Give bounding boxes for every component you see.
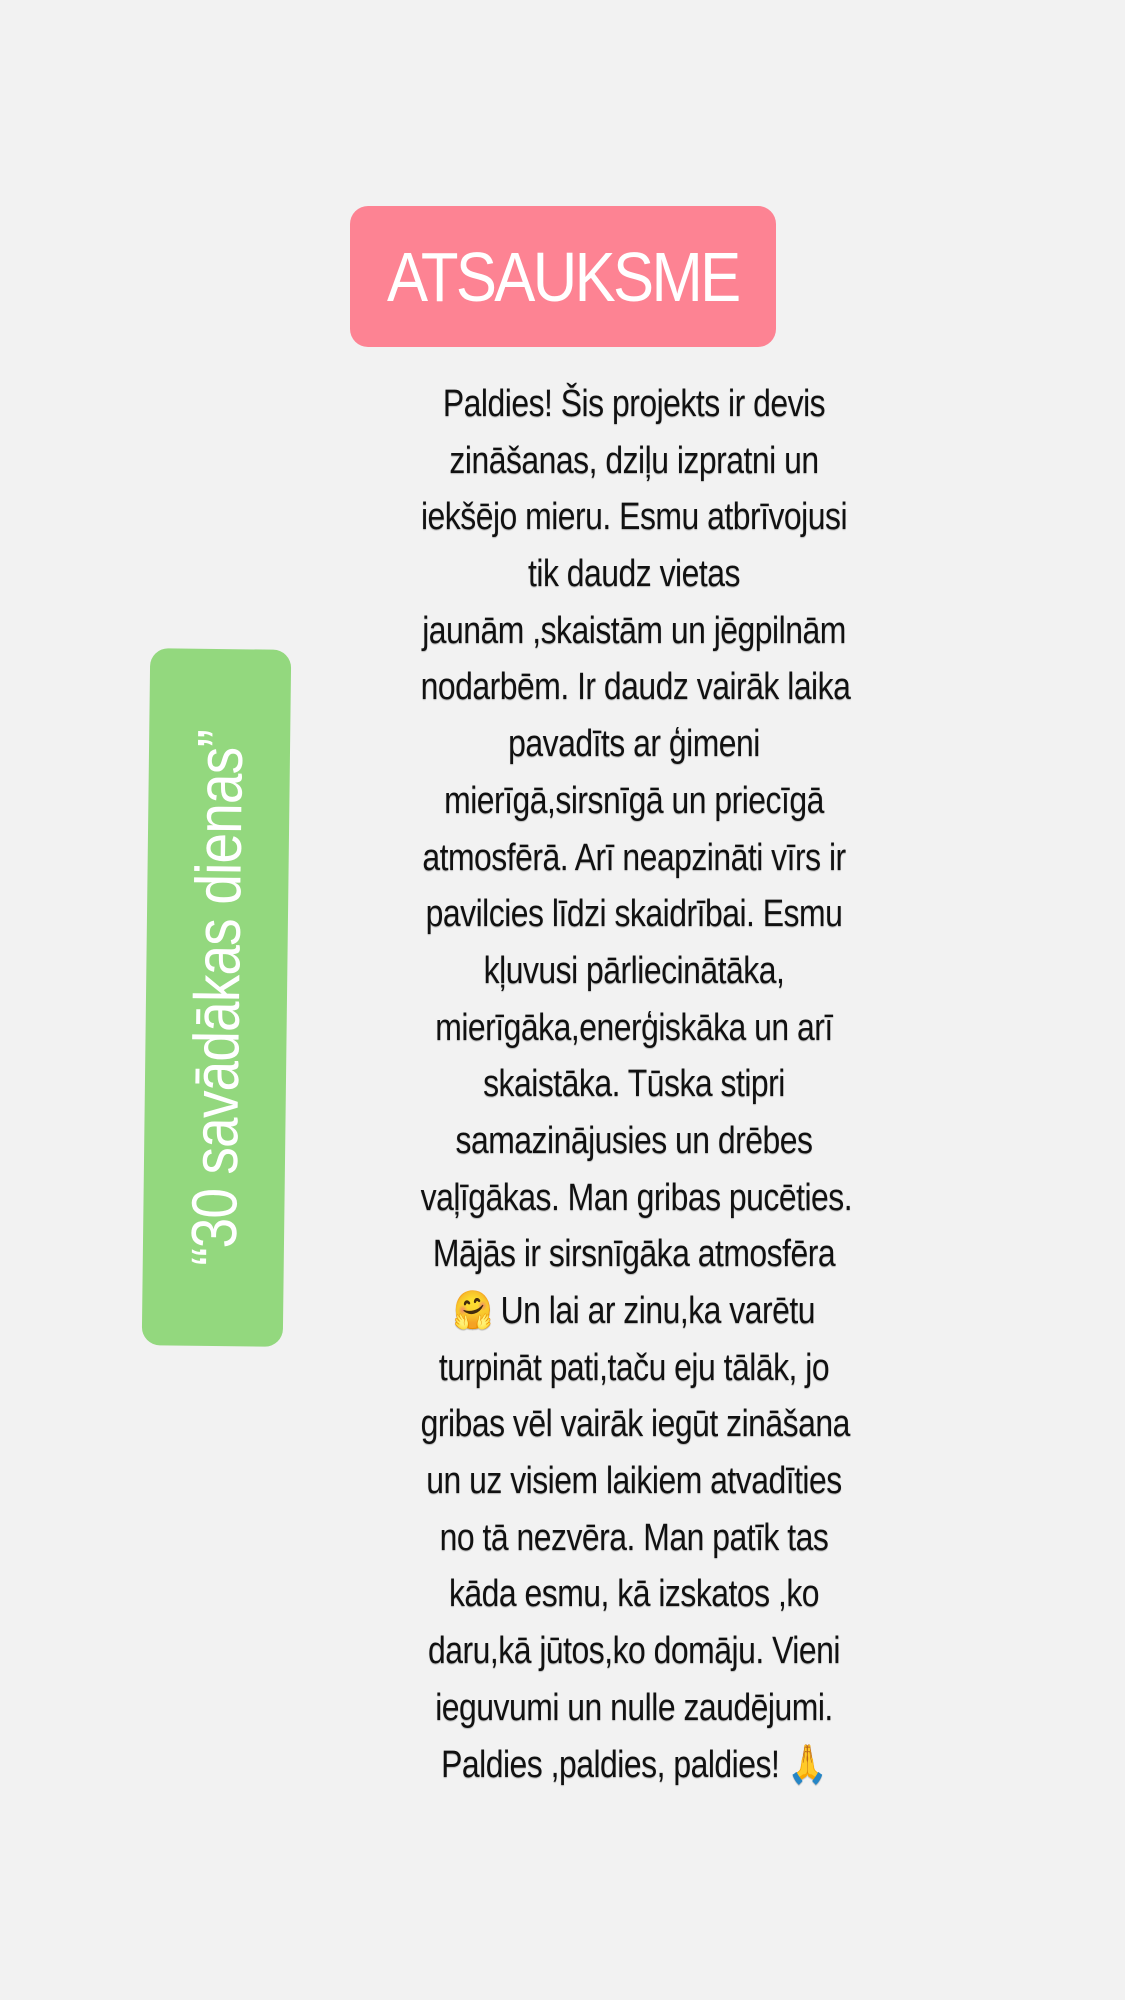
review-line: Paldies ,paldies, paldies! 🙏 <box>441 1743 827 1786</box>
review-line: nodarbēm. Ir daudz vairāk laika <box>420 666 851 709</box>
review-line: iekšējo mieru. Esmu atbrīvojusi <box>420 496 848 539</box>
review-line: skaistāka. Tūska stipri <box>483 1063 785 1106</box>
review-line: samazinājusies un drēbes <box>455 1119 813 1162</box>
review-line: turpināt pati,taču eju tālāk, jo <box>438 1346 830 1389</box>
review-line: tik daudz vietas <box>528 553 740 596</box>
review-line: un uz visiem laikiem atvadīties <box>426 1460 842 1503</box>
review-line: pavilcies līdzi skaidrībai. Esmu <box>425 893 843 936</box>
side-label-text: “30 savādākas dienas” <box>177 729 256 1266</box>
review-line: kāda esmu, kā izskatos ,ko <box>448 1573 820 1616</box>
review-line: kļuvusi pārliecinātāka, <box>483 949 785 992</box>
review-line: pavadīts ar ģimeni <box>508 723 760 766</box>
review-line: gribas vēl vairāk iegūt zināšana <box>420 1403 850 1446</box>
side-label-badge <box>142 648 292 1347</box>
title-badge <box>350 206 776 347</box>
review-line: daru,kā jūtos,ko domāju. Vieni <box>428 1630 840 1673</box>
review-line: mierīgā,sirsnīgā un priecīgā <box>444 779 824 822</box>
review-line: Mājās ir sirsnīgāka atmosfēra <box>432 1233 836 1276</box>
review-line: zināšanas, dziļu izpratni un <box>449 439 819 482</box>
review-line: 🤗 Un lai ar zinu,ka varētu <box>453 1290 815 1332</box>
review-line: vaļīgākas. Man gribas pucēties. <box>420 1176 853 1219</box>
review-line: jaunām ,skaistām un jēgpilnām <box>422 609 846 652</box>
review-line: mierīgāka,enerģiskāka un arī <box>435 1006 833 1049</box>
review-line: ieguvumi un nulle zaudējumi. <box>435 1686 833 1729</box>
title-text: ATSAUKSME <box>387 237 739 316</box>
review-line: atmosfērā. Arī neapzināti vīrs ir <box>422 836 846 879</box>
review-line: no tā nezvēra. Man patīk tas <box>439 1516 829 1559</box>
review-text <box>380 376 888 1793</box>
review-line: Paldies! Šis projekts ir devis <box>442 383 826 425</box>
